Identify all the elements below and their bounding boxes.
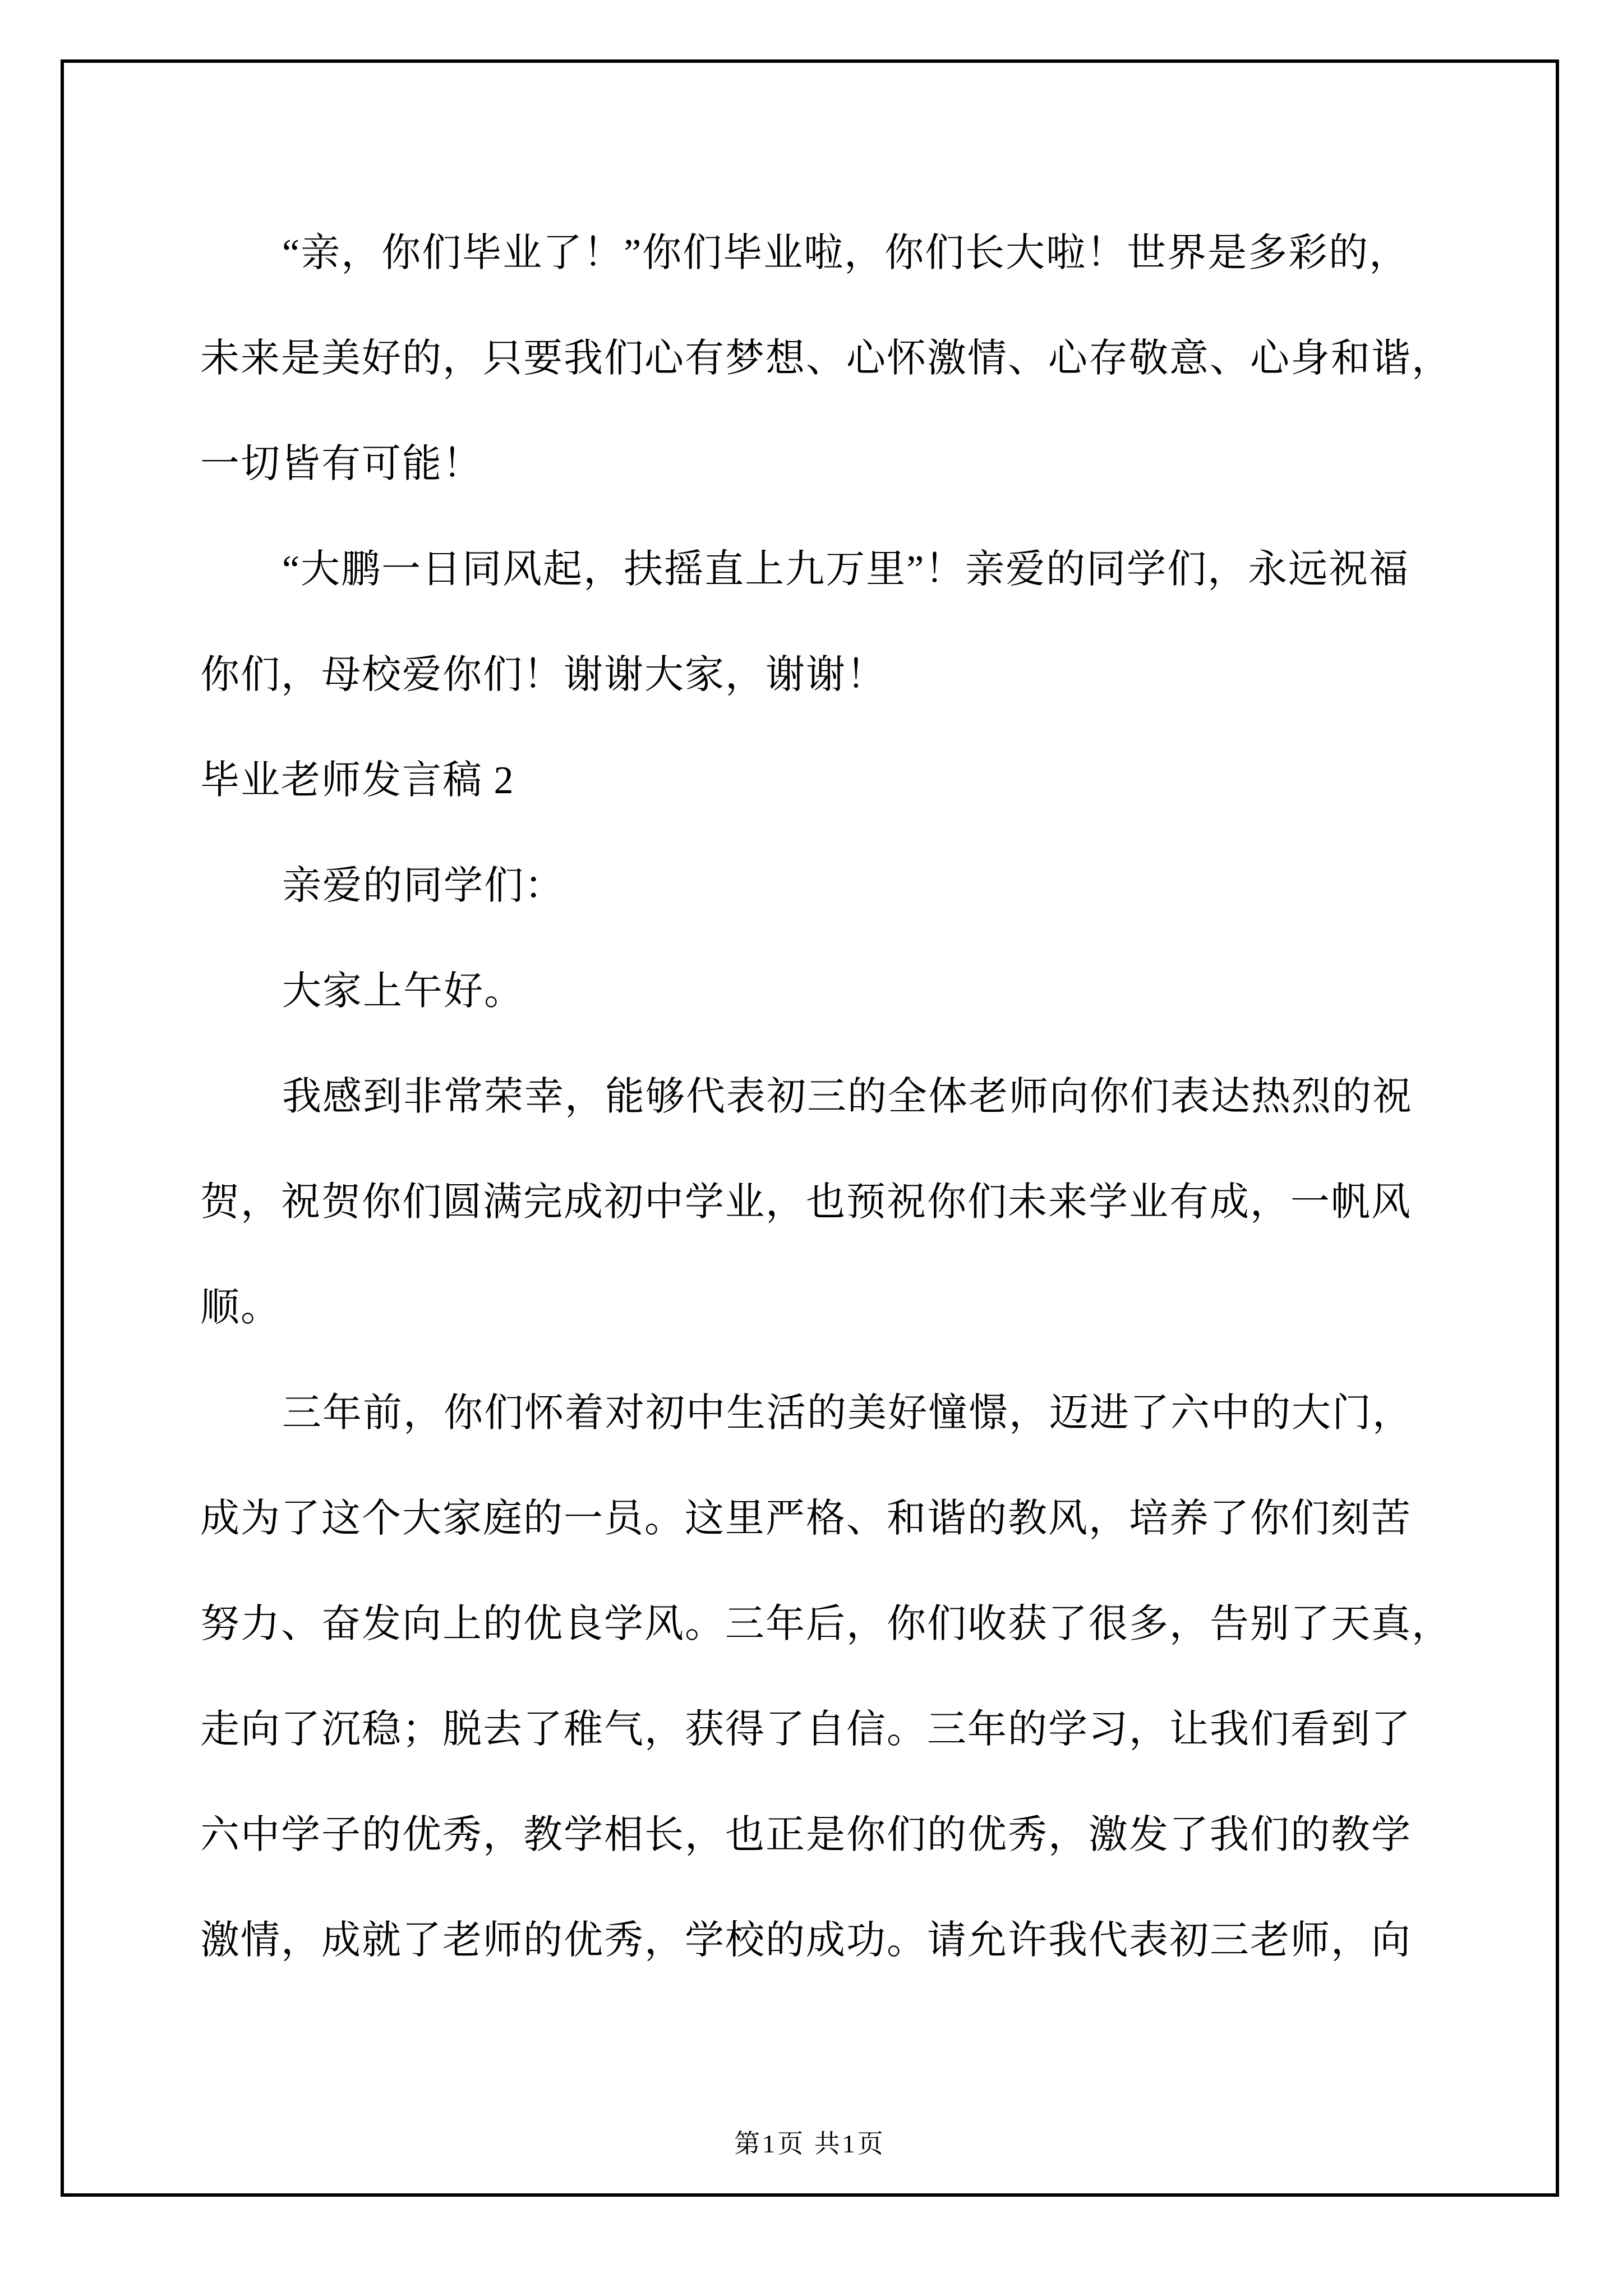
text-line: 顺。 — [200, 1286, 281, 1329]
page-number-label: 第1页 共1页 — [734, 2129, 886, 2158]
text-line: 六中学子的优秀，教学相长，也正是你们的优秀，激发了我们的教学 — [200, 1814, 1412, 1857]
text-line: 成为了这个大家庭的一员。这里严格、和谐的教风，培养了你们刻苦 — [200, 1497, 1412, 1540]
text-line: 亲爱的同学们： — [282, 864, 565, 908]
text-line: “亲，你们毕业了！”你们毕业啦，你们长大啦！世界是多彩的， — [282, 232, 1410, 275]
text-line: 贺，祝贺你们圆满完成初中学业，也预祝你们未来学业有成，一帆风 — [200, 1181, 1412, 1224]
text-line: 三年前，你们怀着对初中生活的美好憧憬，迈进了六中的大门， — [282, 1392, 1413, 1435]
text-line: 一切皆有可能！ — [200, 443, 483, 486]
text-line: 我感到非常荣幸，能够代表初三的全体老师向你们表达热烈的祝 — [282, 1075, 1413, 1119]
text-line: 努力、奋发向上的优良学风。三年后，你们收获了很多，告别了天真， — [200, 1603, 1452, 1646]
text-line: 激情，成就了老师的优秀，学校的成功。请允许我代表初三老师，向 — [200, 1919, 1412, 1962]
text-line: 大家上午好。 — [282, 970, 524, 1013]
text-line: 走向了沉稳；脱去了稚气，获得了自信。三年的学习，让我们看到了 — [200, 1708, 1412, 1751]
text-line: 你们，母校爱你们！谢谢大家，谢谢！ — [200, 654, 887, 697]
text-line: 未来是美好的，只要我们心有梦想、心怀激情、心存敬意、心身和谐， — [200, 337, 1452, 380]
page-footer — [61, 2122, 1559, 2166]
document-body — [200, 201, 1462, 1994]
text-line: “大鹏一日同风起，扶摇直上九万里”！亲爱的同学们，永远祝福 — [282, 548, 1410, 591]
section-title: 毕业老师发言稿 2 — [200, 759, 515, 802]
